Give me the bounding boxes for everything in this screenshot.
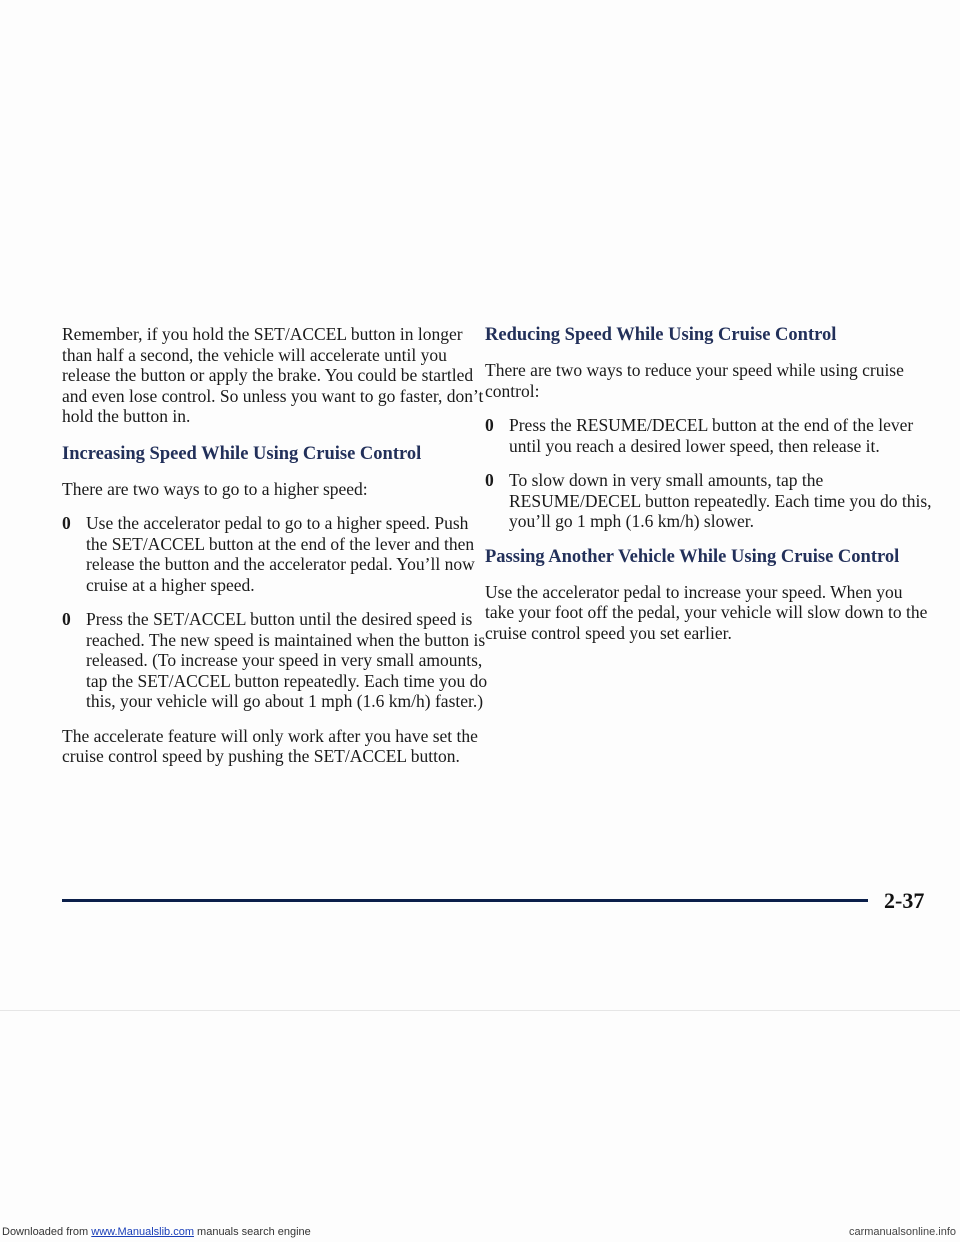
bullet-text: Press the RESUME/DECEL button at the end of the lever until you reach a desired lower speed, then release it.	[509, 415, 914, 456]
right-column	[485, 324, 935, 659]
divider	[0, 1010, 960, 1011]
footer-rule	[62, 899, 868, 902]
page-number: 2-37	[884, 888, 925, 913]
footer-suffix: manuals search engine	[193, 1226, 311, 1238]
bullet-text: Press the SET/ACCEL button until the desired speed is reached. The new speed is maintained when the button is released. (To increase your speed in very small amounts, tap the SET/ACCEL button repeatedly. Each time you do this, your vehicle will go about 1 mph (1.6 km/h) faster.)	[86, 609, 488, 711]
bullet-text: To slow down in very small amounts, tap the RESUME/DECEL button repeatedly. Each time you do this, you’ll go 1 mph (1.6 km/h) slower.	[509, 470, 932, 531]
increasing-lead: There are two ways to go to a higher speed:	[62, 478, 368, 499]
increasing-speed-heading: Increasing Speed While Using Cruise Control	[62, 443, 422, 464]
footer-prefix: Downloaded from	[2, 1226, 92, 1238]
bullet-marker: 0	[485, 470, 494, 490]
list-item	[485, 415, 935, 456]
intro-paragraph: Remember, if you hold the SET/ACCEL button in longer than half a second, the vehicle will accelerate until you release the button or apply the brake. You could be startled and even lose control. So unless you want to go faster, don’t hold the button in.	[62, 324, 484, 426]
bullet-marker: 0	[62, 513, 71, 533]
list-item	[62, 513, 492, 595]
list-item	[485, 470, 935, 532]
manualslib-link[interactable]: www.Manualslib.com	[91, 1226, 194, 1238]
bullet-marker: 0	[485, 415, 494, 435]
footer-source	[2, 1222, 311, 1242]
list-item	[62, 609, 492, 712]
passing-paragraph: Use the accelerator pedal to increase your speed. When you take your foot off the pedal, your vehicle will slow down to the cruise control speed you set earlier.	[485, 581, 928, 643]
left-column	[62, 324, 492, 783]
passing-vehicle-heading: Passing Another Vehicle While Using Cruise Control	[485, 546, 900, 567]
download-footer	[0, 1222, 960, 1242]
reducing-speed-heading: Reducing Speed While Using Cruise Control	[485, 325, 837, 345]
closing-paragraph: The accelerate feature will only work after you have set the cruise control speed by pushing the SET/ACCEL button.	[62, 725, 478, 766]
reducing-lead: There are two ways to reduce your speed while using cruise control:	[485, 360, 904, 401]
bullet-text: Use the accelerator pedal to go to a higher speed. Push the SET/ACCEL button at the end of the lever and then release the button and the accelerator pedal. You’ll now cruise at a higher speed.	[86, 513, 475, 595]
bullet-marker: 0	[62, 609, 71, 629]
watermark-text: carmanualsonline.info	[848, 1226, 956, 1238]
